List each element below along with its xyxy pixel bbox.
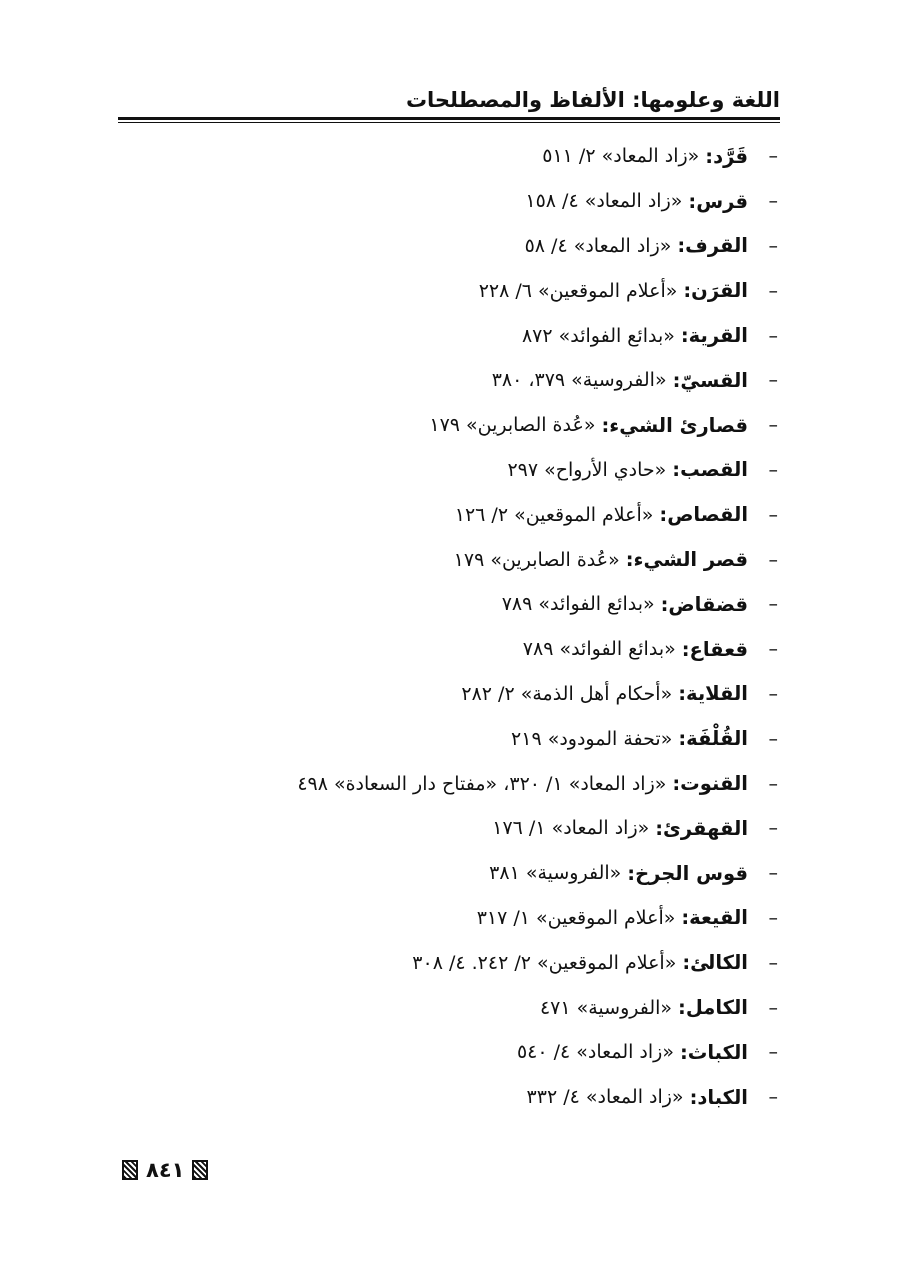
glossary-entry [218, 224, 778, 269]
entry-reference: «أعلام الموقعين» ٢/ ١٢٦ [454, 503, 654, 526]
glossary-entry [218, 672, 778, 717]
entry-reference: «زاد المعاد» ١/ ٣٢٠، «مفتاح دار السعادة» ٤٩٨ [297, 772, 667, 795]
page-footer [122, 1156, 208, 1184]
entry-reference: «الفروسية» ٣٧٩، ٣٨٠ [491, 369, 667, 392]
entry-dash-icon: – [768, 862, 778, 885]
glossary-entry [218, 1030, 778, 1075]
entry-dash-icon: – [768, 1041, 778, 1064]
glossary-entry [218, 582, 778, 627]
entry-term: القصب: [672, 458, 748, 482]
glossary-entry [218, 179, 778, 224]
glossary-entry-list [218, 134, 778, 1120]
entry-term: القرف: [677, 234, 748, 258]
entry-reference: «زاد المعاد» ٢/ ٥١١ [542, 145, 700, 168]
entry-reference: «الفروسية» ٤٧١ [539, 996, 673, 1019]
entry-dash-icon: – [768, 503, 778, 526]
entry-reference: «زاد المعاد» ٤/ ٥٤٠ [516, 1041, 674, 1064]
entry-term: الكباث: [679, 1040, 748, 1064]
page-number: ٨٤١ [146, 1158, 185, 1182]
entry-dash-icon: – [768, 190, 778, 213]
ornament-right-icon [192, 1160, 208, 1180]
entry-reference: «بدائع الفوائد» ٧٨٩ [522, 638, 676, 661]
glossary-entry [218, 448, 778, 493]
entry-term: قرس: [688, 189, 748, 213]
glossary-entry [218, 851, 778, 896]
entry-dash-icon: – [768, 772, 778, 795]
glossary-entry [218, 268, 778, 313]
header-rule-thin [118, 122, 780, 123]
entry-reference: «زاد المعاد» ٤/ ٣٣٢ [526, 1086, 684, 1109]
glossary-entry [218, 1075, 778, 1120]
entry-reference: «أعلام الموقعين» ١/ ٣١٧ [476, 906, 676, 929]
entry-dash-icon: – [768, 548, 778, 571]
entry-term: قصر الشيء: [625, 548, 748, 572]
entry-term: الكامل: [678, 996, 748, 1020]
entry-dash-icon: – [768, 638, 778, 661]
entry-term: قوس الجرخ: [627, 861, 748, 885]
entry-term: القيعة: [681, 906, 748, 930]
glossary-entry [218, 806, 778, 851]
entry-dash-icon: – [768, 1086, 778, 1109]
entry-dash-icon: – [768, 593, 778, 616]
glossary-entry [218, 627, 778, 672]
entry-term: القهقرئ: [655, 816, 748, 840]
entry-dash-icon: – [768, 996, 778, 1019]
entry-reference: «أعلام الموقعين» ٢/ ٢٤٢. ٤/ ٣٠٨ [412, 951, 677, 974]
entry-reference: «زاد المعاد» ٤/ ١٥٨ [525, 190, 683, 213]
running-head-title: اللغة وعلومها: الألفاظ والمصطلحات [405, 88, 780, 112]
entry-term: القرية: [680, 324, 748, 348]
page-header [118, 84, 780, 124]
entry-term: الكباد: [689, 1085, 748, 1109]
entry-reference: «بدائع الفوائد» ٨٧٢ [521, 324, 675, 347]
entry-dash-icon: – [768, 414, 778, 437]
entry-reference: «أحكام أهل الذمة» ٢/ ٢٨٢ [461, 682, 673, 705]
entry-term: قصارئ الشيء: [601, 413, 748, 437]
entry-reference: «أعلام الموقعين» ٦/ ٢٢٨ [478, 279, 678, 302]
glossary-entry [218, 716, 778, 761]
entry-term: القسيّ: [672, 368, 748, 392]
glossary-entry [218, 940, 778, 985]
entry-reference: «الفروسية» ٣٨١ [489, 862, 622, 885]
entry-term: قَرَّد: [705, 144, 748, 168]
entry-dash-icon: – [768, 458, 778, 481]
entry-term: القنوت: [672, 772, 748, 796]
entry-reference: «عُدة الصابرين» ١٧٩ [453, 548, 620, 571]
glossary-entry [218, 134, 778, 179]
entry-term: القلاية: [678, 682, 748, 706]
entry-dash-icon: – [768, 145, 778, 168]
glossary-entry [218, 492, 778, 537]
glossary-entry [218, 537, 778, 582]
glossary-entry [218, 358, 778, 403]
ornament-left-icon [122, 1160, 138, 1180]
header-rule-thick [118, 117, 780, 120]
entry-reference: «حادي الأرواح» ٢٩٧ [507, 458, 667, 481]
entry-dash-icon: – [768, 951, 778, 974]
entry-dash-icon: – [768, 817, 778, 840]
glossary-entry [218, 403, 778, 448]
entry-reference: «زاد المعاد» ١/ ١٧٦ [492, 817, 650, 840]
entry-dash-icon: – [768, 324, 778, 347]
glossary-entry [218, 313, 778, 358]
glossary-entry [218, 985, 778, 1030]
entry-term: قعقاع: [681, 637, 748, 661]
entry-term: القُلْفَة: [678, 727, 748, 751]
entry-dash-icon: – [768, 234, 778, 257]
glossary-entry [218, 761, 778, 806]
entry-dash-icon: – [768, 906, 778, 929]
entry-term: القرَن: [683, 279, 748, 303]
entry-term: قضقاض: [660, 592, 748, 616]
entry-dash-icon: – [768, 727, 778, 750]
entry-dash-icon: – [768, 369, 778, 392]
entry-reference: «بدائع الفوائد» ٧٨٩ [501, 593, 655, 616]
entry-term: القصاص: [659, 503, 748, 527]
glossary-entry [218, 896, 778, 941]
entry-dash-icon: – [768, 682, 778, 705]
entry-reference: «زاد المعاد» ٤/ ٥٨ [524, 234, 672, 257]
entry-reference: «تحفة المودود» ٢١٩ [511, 727, 673, 750]
entry-term: الكالئ: [682, 951, 748, 975]
entry-dash-icon: – [768, 279, 778, 302]
entry-reference: «عُدة الصابرين» ١٧٩ [429, 414, 596, 437]
